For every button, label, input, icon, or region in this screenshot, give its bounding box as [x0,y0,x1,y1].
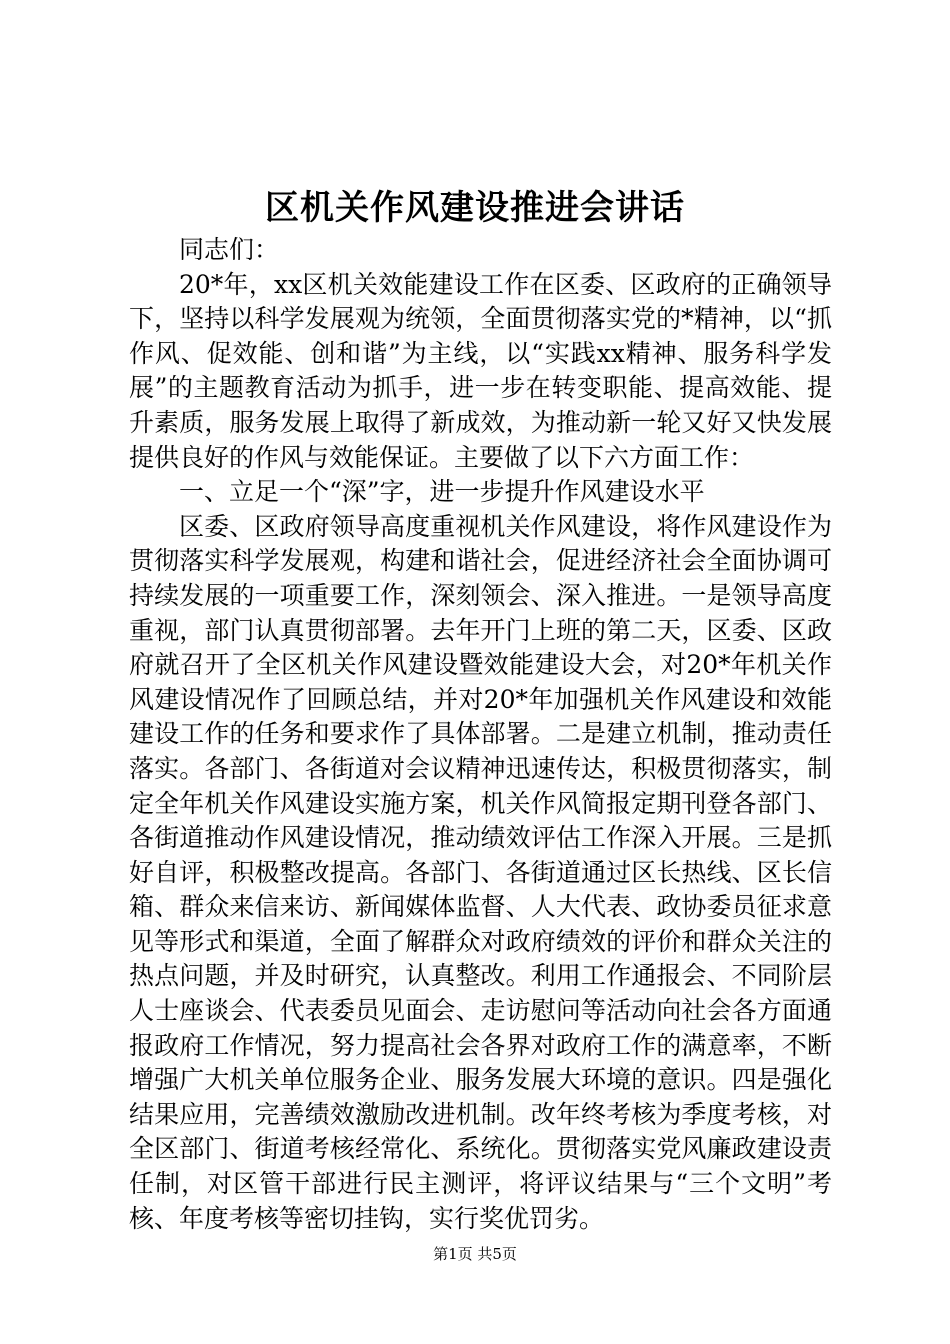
intro-paragraph: 20*年，xx区机关效能建设工作在区委、区政府的正确领导下，坚持以科学发展观为统领，全面贯彻落实党的*精神，以“抓作风、促效能、创和谐”为主线，以“实践xx精神、服务科学发展”的主题教育活动为抓手，进一步在转变职能、提高效能、提升素质，服务发展上取得了新成效，为推动新一轮又好又快发展提供良好的作风与效能保证。主要做了以下六方面工作： [129,269,832,472]
document-body [129,233,832,1236]
section-heading: 一、立足一个“深”字，进一步提升作风建设水平 [179,477,705,507]
salutation: 同志们： [179,235,280,264]
body-paragraph: 区委、区政府领导高度重视机关作风建设，将作风建设作为贯彻落实科学发展观，构建和谐社会，促进经济社会全面协调可持续发展的一项重要工作，深刻领会、深入推进。一是领导高度重视，部门认真贯彻部署。去年开门上班的第二天，区委、区政府就召开了全区机关作风建设暨效能建设大会，对20*年机关作风建设情况作了回顾总结，并对20*年加强机关作风建设和效能建设工作的任务和要求作了具体部署。二是建立机制，推动责任落实。各部门、各街道对会议精神迅速传达，积极贯彻落实，制定全年机关作风建设实施方案，机关作风简报定期刊登各部门、各街道推动作风建设情况，推动绩效评估工作深入开展。三是抓好自评，积极整改提高。各部门、各街道通过区长热线、区长信箱、群众来信来访、新闻媒体监督、人大代表、政协委员征求意见等形式和渠道，全面了解群众对政府绩效的评价和群众关注的热点问题，并及时研究，认真整改。利用工作通报会、不同阶层人士座谈会、代表委员见面会、走访慰问等活动向社会各方面通报政府工作情况，努力提高社会各界对政府工作的满意率，不断增强广大机关单位服务企业、服务发展大环境的意识。四是强化结果应用，完善绩效激励改进机制。改年终考核为季度考核，对全区部门、街道考核经常化、系统化。贯彻落实党风廉政建设责任制，对区管干部进行民主测评，将评议结果与“三个文明”考核、年度考核等密切挂钩，实行奖优罚劣。 [129,511,832,1233]
page-footer: 第1页 共5页 [433,1245,517,1263]
page-title: 区机关作风建设推进会讲话 [265,188,685,228]
